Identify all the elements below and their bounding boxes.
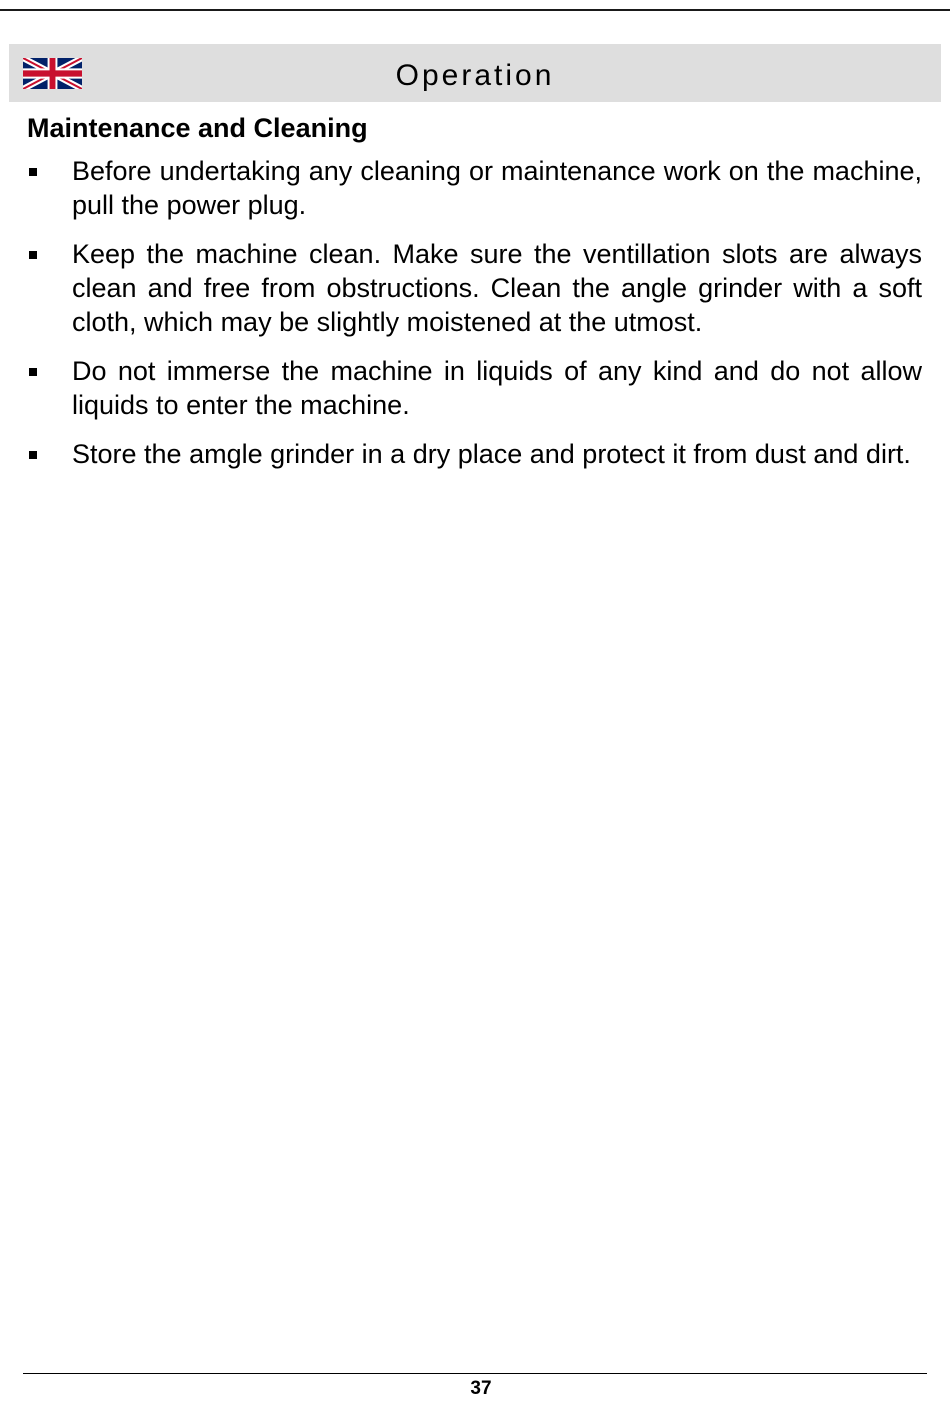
list-item (0, 354, 950, 422)
footer-rule (23, 1373, 927, 1374)
list-item-text: Store the amgle grinder in a dry place and protect it from dust and dirt. (72, 439, 911, 469)
section-title: Maintenance and Cleaning (27, 113, 368, 143)
list-item (0, 237, 950, 339)
list-item-text: Keep the machine clean. Make sure the ventillation slots are always clean and free from obstructions. Clean the angle grinder with a soft cloth, which may be slightly moistened at the utmost. (72, 239, 922, 337)
page-number: 37 (470, 1378, 492, 1399)
square-bullet-icon (29, 251, 37, 259)
top-rule (0, 9, 950, 11)
square-bullet-icon (29, 368, 37, 376)
square-bullet-icon (29, 451, 37, 459)
list-item-text: Before undertaking any cleaning or maintenance work on the machine, pull the power plug. (72, 156, 922, 220)
square-bullet-icon (29, 168, 37, 176)
list-item (0, 154, 950, 222)
list-item (0, 437, 950, 471)
page-header-title: Operation (395, 59, 555, 92)
maintenance-list (0, 154, 950, 486)
header-band (9, 44, 941, 102)
list-item-text: Do not immerse the machine in liquids of any kind and do not allow liquids to enter the machine. (72, 356, 922, 420)
